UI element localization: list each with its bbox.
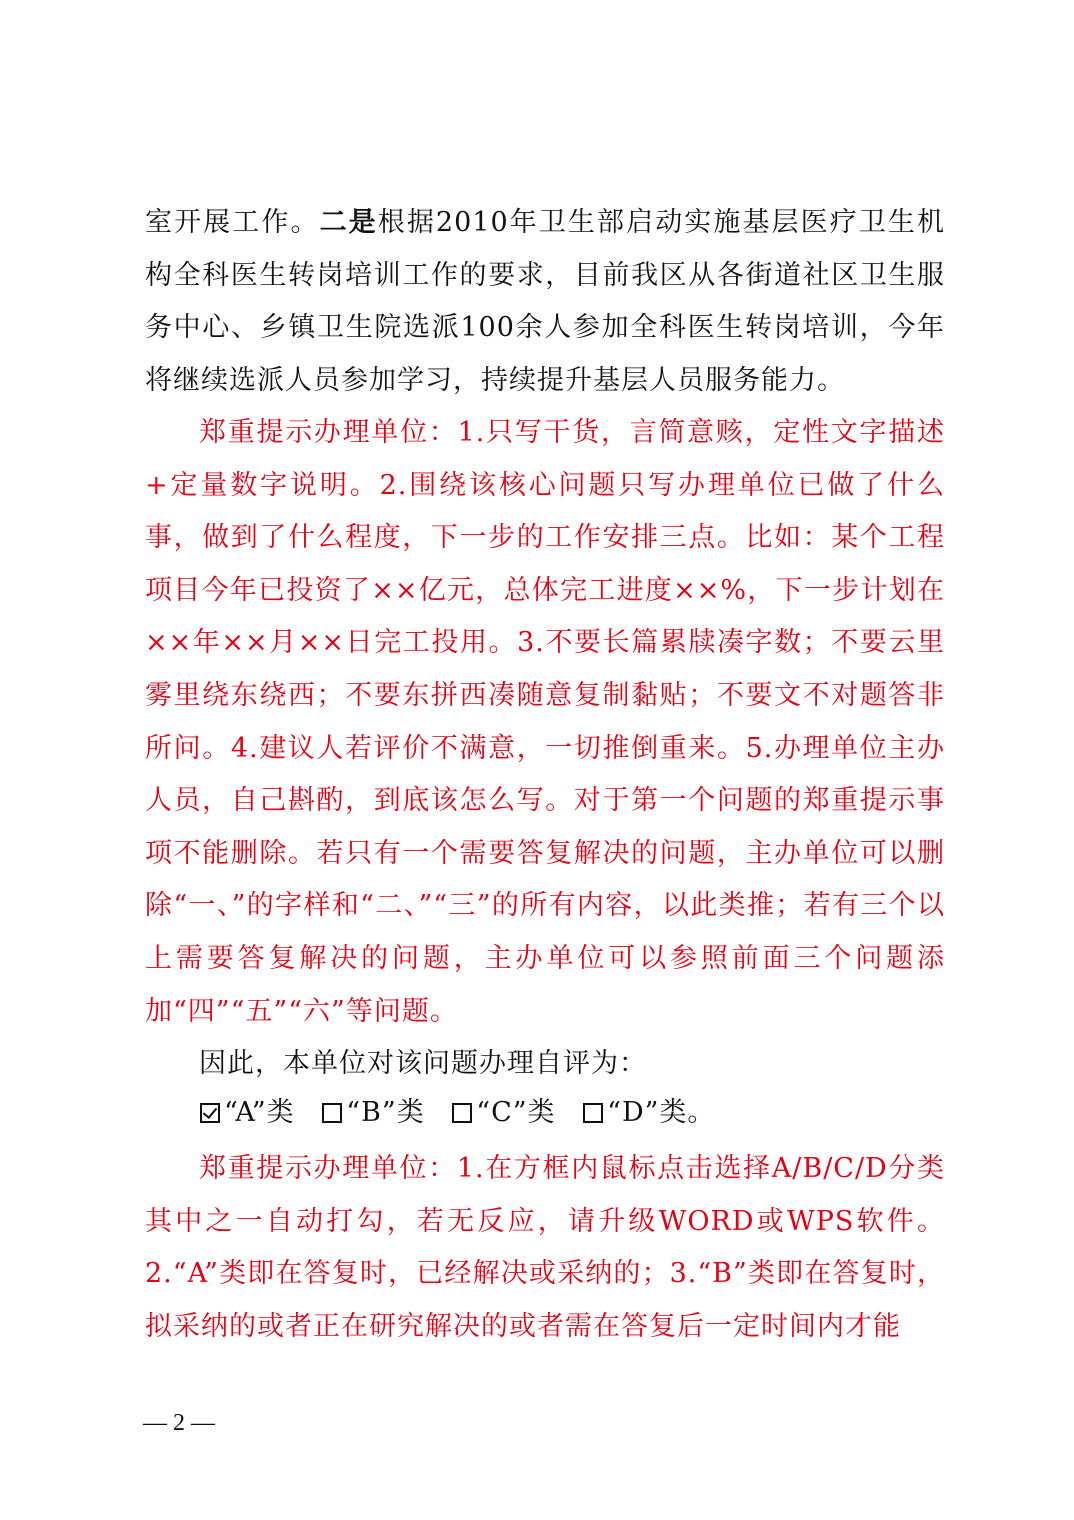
paragraph-training-work bbox=[145, 197, 945, 407]
paragraph-text-rest: 根据2010年卫生部启动实施基层医疗卫生机构全科医生转岗培训工作的要求，目前我区从各街道社区卫生服务中心、乡镇卫生院选派100余人参加全科医生转岗培训，今年将继续选派人员参加学习，持续提升基层人员服务能力。 bbox=[145, 207, 946, 396]
rating-option-b[interactable] bbox=[322, 1097, 424, 1128]
notice-paragraph-writing-guidance: 郑重提示办理单位：1.只写干货，言简意赅，定性文字描述+定量数字说明。2.围绕该核心问题只写办理单位已做了什么事，做到了什么程度，下一步的工作安排三点。比如：某个工程项目今年已投资了××亿元，总体完工进度××%，下一步计划在××年××月××日完工投用。3.不要长篇累牍凑字数；不要云里雾里绕东绕西；不要东拼西凑随意复制黏贴；不要文不对题答非所问。4.建议人若评价不满意，一切推倒重来。5.办理单位主办人员，自己斟酌，到底该怎么写。对于第一个问题的郑重提示事项不能删除。若只有一个需要答复解决的问题，主办单位可以删除“一、”的字样和“二、”“三”的所有内容，以此类推；若有三个以上需要答复解决的问题，主办单位可以参照前面三个问题添加“四”“五”“六”等问题。 bbox=[145, 417, 945, 1027]
rating-option-c[interactable] bbox=[452, 1097, 555, 1128]
rating-option-a[interactable] bbox=[200, 1097, 295, 1128]
checkbox-icon[interactable] bbox=[452, 1103, 472, 1123]
rating-option-d-label: “D”类。 bbox=[607, 1097, 716, 1128]
checkbox-icon[interactable] bbox=[322, 1103, 342, 1123]
self-evaluation-options bbox=[200, 1087, 733, 1139]
checkbox-icon[interactable] bbox=[583, 1103, 603, 1123]
paragraph-text-start: 室开展工作。 bbox=[145, 207, 320, 238]
paragraph-bold-marker: 二是 bbox=[319, 207, 378, 238]
rating-option-c-label: “C”类 bbox=[476, 1097, 556, 1128]
checked-box-icon[interactable] bbox=[200, 1103, 220, 1123]
page-number: — 2 — bbox=[143, 1410, 215, 1436]
rating-option-d[interactable] bbox=[583, 1097, 715, 1128]
notice-paragraph-rating-guidance: 郑重提示办理单位：1.在方框内鼠标点击选择A/B/C/D分类其中之一自动打勾，若无反应，请升级WORD或WPS软件。2.“A”类即在答复时，已经解决或采纳的；3.“B”类即在答复时，拟采纳的或者正在研究解决的或者需在答复后一定时间内才能 bbox=[145, 1153, 945, 1342]
rating-option-b-label: “B”类 bbox=[346, 1097, 425, 1128]
rating-option-a-label: “A”类 bbox=[224, 1097, 295, 1128]
self-evaluation-intro: 因此，本单位对该问题办理自评为： bbox=[199, 1048, 647, 1079]
